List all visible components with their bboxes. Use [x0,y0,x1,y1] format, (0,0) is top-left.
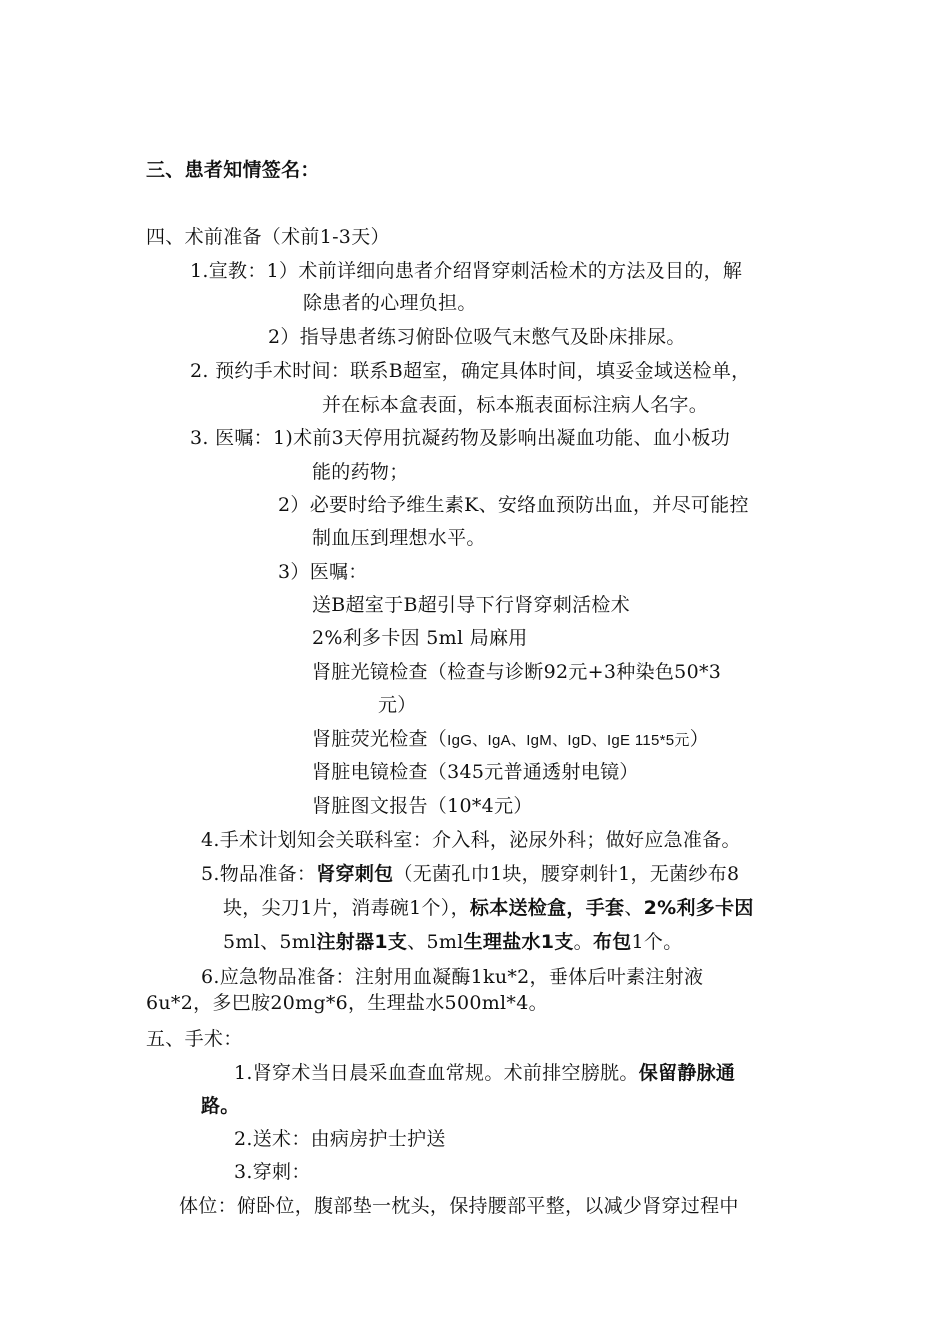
item4-line1: 4.手术计划知会关联科室：介入科，泌尿外科；做好应急准备。 [201,829,741,851]
bold-run: 2%利多卡因 [643,897,754,919]
section5-item2: 2.送术：由病房护士护送 [234,1128,446,1150]
item1-line2: 除患者的心理负担。 [303,292,477,314]
text-run: 5ml、5ml [223,931,317,953]
section3-heading: 三、患者知情签名： [146,159,320,181]
item6-line1: 6.应急物品准备：注射用血凝酶1ku*2，垂体后叶素注射液 [201,966,704,988]
item1-line1: 1.宣教：1）术前详细向患者介绍肾穿刺活检术的方法及目的，解 [190,260,743,282]
bold-run: 注射器1支 [316,931,408,953]
item1-line3: 2）指导患者练习俯卧位吸气末憋气及卧床排尿。 [268,326,686,348]
bold-run: 布包 [592,931,632,953]
order-fluorescence-detail: IgG、IgA、IgM、IgD、IgE 115*5元 [447,732,690,749]
bold-run: 手套 [585,897,625,919]
order-light-microscopy: 肾脏光镜检查（检查与诊断92元+3种染色50*3 [312,661,722,683]
text-run: 1个。 [631,931,683,953]
order-light-microscopy-cont: 元） [378,694,417,716]
item2-line1: 2. 预约手术时间：联系B超室，确定具体时间，填妥金域送检单， [190,360,751,382]
order-electron-microscopy: 肾脏电镜检查（345元普通透射电镜） [312,761,639,783]
item3-line5: 3）医嘱： [278,561,368,583]
section5-item1-cont: 路。 [201,1095,240,1117]
order-ultrasound-biopsy: 送B超室于B超引导下行肾穿刺活检术 [312,594,631,616]
item2-line2: 并在标本盒表面，标本瓶表面标注病人名字。 [322,394,709,416]
bold-run: ， [566,897,586,919]
order-lidocaine: 2%利多卡因 5ml 局麻用 [312,627,528,649]
item5-line1 [201,861,739,887]
text-run: 、5ml [407,931,464,953]
order-fluorescence [312,726,709,754]
section4-heading: 四、术前准备（术前1-3天） [146,226,390,248]
order-fluorescence-main: 肾脏荧光检查（ [312,728,448,750]
text-run: 。 [573,931,593,953]
bold-run: 标本送检盒 [469,897,567,919]
item3-line2: 能的药物； [312,461,409,483]
section5-position: 体位：俯卧位，腹部垫一枕头，保持腰部平整，以减少肾穿过程中 [179,1195,739,1217]
item3-line1: 3. 医嘱：1)术前3天停用抗凝药物及影响出凝血功能、血小板功 [190,427,731,449]
text-run: 块，尖刀1片，消毒碗1个）， [223,897,470,919]
bold-run: 肾穿刺包 [316,863,394,885]
bold-run: 生理盐水1支 [463,931,574,953]
bold-run: 保留静脉通 [638,1062,736,1084]
item5-line3 [223,929,683,955]
section5-item3: 3.穿刺： [234,1161,311,1183]
item3-line3: 2）必要时给予维生素K、安络血预防出血，并尽可能控 [278,494,749,516]
text-run: 、 [624,897,644,919]
text-run: （无菌孔巾1块，腰穿刺针1，无菌纱布8 [393,863,740,885]
section5-heading: 五、手术： [146,1028,243,1050]
text-run: 1.肾穿术当日晨采血查血常规。术前排空膀胱。 [234,1062,639,1084]
section5-item1 [234,1060,735,1086]
order-report: 肾脏图文报告（10*4元） [312,795,533,817]
order-fluorescence-end: ） [689,728,710,750]
item5-line2 [223,895,754,921]
item6-line2: 6u*2，多巴胺20mg*6，生理盐水500ml*4。 [146,992,548,1014]
item3-line4: 制血压到理想水平。 [312,527,486,549]
text-run: 5.物品准备： [201,863,317,885]
